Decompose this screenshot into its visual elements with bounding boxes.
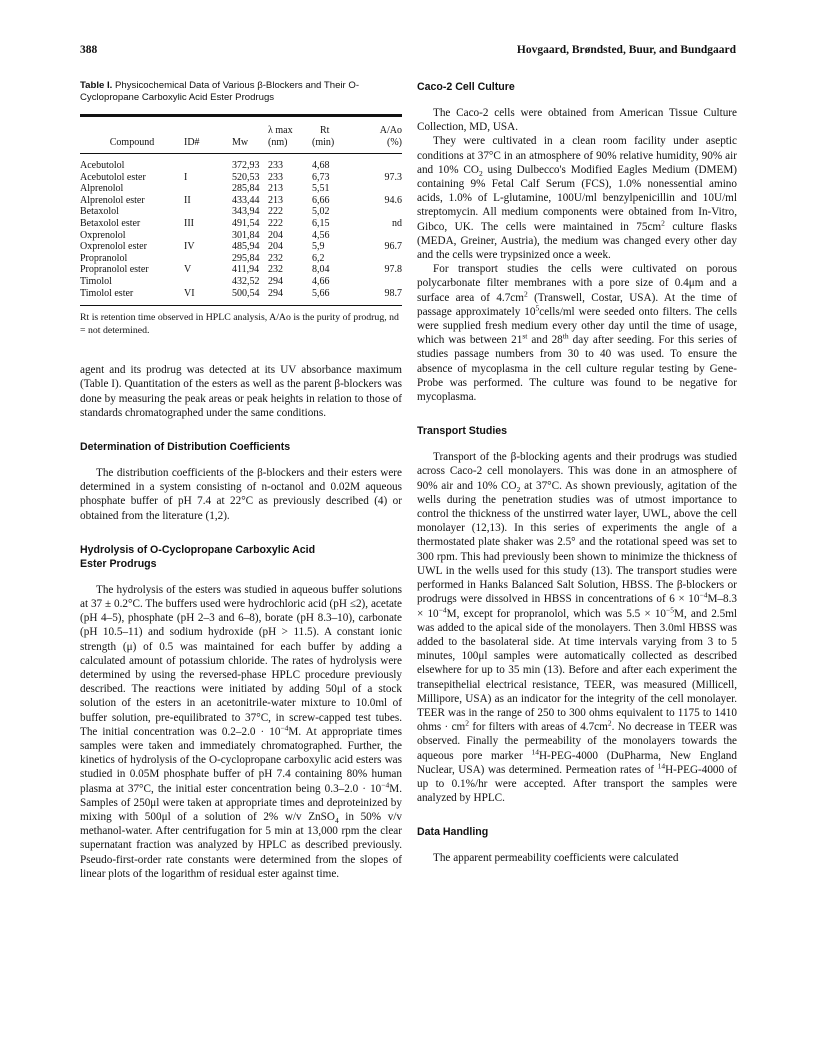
cell-id: IV bbox=[184, 241, 195, 253]
th-aao: A/Ao bbox=[356, 116, 402, 137]
th-id: ID# bbox=[184, 137, 222, 154]
cell-compound: Alprenolol bbox=[80, 183, 124, 195]
cell-rt: 5,51 bbox=[312, 183, 330, 195]
cell-aao: 97.8 bbox=[384, 264, 402, 276]
cell-id: III bbox=[184, 217, 194, 229]
cell-aao: 97.3 bbox=[384, 171, 402, 183]
th-mw: Mw bbox=[222, 137, 268, 154]
cell-compound: Alprenolol ester bbox=[80, 194, 145, 206]
transport-paragraph: Transport of the β-blocking agents and their prodrugs was studied across Caco-2 cell monolayers. This was done in an atmosphere of 90% air and 10% $CO_2$ at 37°C. As shown previously, agitation of the wells during the penetration studies was of utmost importance to control the thickness of the unstirred water layer, UWL, above the cell monolayer (12,13). In this series of experiments the angle of a thermostated plate shaker was 2.5° and the rotational speed was set to 300 rpm. This had previously been shown to minimize the thickness of UWL in the wells used for this study (13). The transport studies were performed in Hanks Balanced Salt Solution, HBSS. The β-blockers or prodrugs were dissolved in HBSS in concentrations of $6 \times 10^{-4}M-8.3 \times 10^{-4}M$, except for propranolol, which was $5.5 \times 10^{-5}M$, and 2.5ml was added to the apical side of the monolayers. Then 3.0ml HBSS was added to the basolateral side. At time intervals varying from 3 to 5 minutes, 100μl samples were automatically collected as described elsewhere for up to 35 min (13). Before and after each experiment the transepithelial electrical resistance, TEER, was measured (Millicell, Millipore, USA) as an indicator for the integrity of the cell monolayer. TEER was in the range of 250 to 300 ohms equivalent to 1175 to 1410 ohms · $cm^2$ for filters with areas of $4.7cm^2$. No decrease in TEER was observed. Finally the permeability of the monolayers towards the aqueous pore marker $^{14}$H-PEG-4000 (DuPharma, New England Nuclear, USA) was determined. Permeation rates of $^{14}$H-PEG-4000 of up to 0.1%/hr were accepted. After transport the samples were analyzed by HPLC. bbox=[417, 451, 738, 805]
cell-mw: 343,94 bbox=[232, 206, 260, 218]
method-paragraph-continued: agent and its prodrug was detected at its UV absorbance maximum (Table I). Quantitation of the esters as well as the parent β-blockers was done by measuring the peak areas or peak heights in relation to those of standards chromatographed under the same conditions. bbox=[80, 364, 402, 419]
cell-aao bbox=[356, 230, 402, 242]
table-row bbox=[80, 195, 402, 207]
heading-caco2-culture: Caco-2 Cell Culture bbox=[417, 81, 515, 93]
cell-aao bbox=[356, 276, 402, 288]
heading-hydrolysis-line1: Hydrolysis of O-Cyclopropane Carboxylic Acid bbox=[80, 543, 316, 556]
cell-aao bbox=[356, 206, 402, 218]
table-row bbox=[80, 288, 402, 306]
hydrolysis-paragraph: The hydrolysis of the esters was studied in aqueous buffer solutions at 37 ± 0.2°C. The buffers used were hydrochloric acid (pH ≤2), acetate (pH 4–5), phosphate (pH 2–3 and 6–8), borate (pH 8.3–10), carbonate (pH 10.5–11) and sodium hydroxide (pH > 11.5). A constant ionic strength (μ) of 0.5 was maintained for each buffer by adding a calculated amount of potassium chloride. The rates of hydrolysis were determined by using the reversed-phase HPLC procedure previously described. The reactions were initiated by adding 50μl of a stock solution of the esters in an acetonitrile-water mixture to 10.0ml of buffer solution, pre-equilibrated to 37°C, in screw-capped test tubes. The initial concentration was $0.2-2.0 \cdot 10^{-4}M$. At appropriate times samples were taken and immediately chromatographed. Further, the kinetics of hydrolysis of the O-cyclopropane carboxylic acid esters was studied in 0.05M phosphate buffer of pH 7.4 containing 80% human plasma at 37°C, the initial ester concentration being $0.3-2.0 \cdot 10^{-4}M$. Samples of 250μl were taken at appropriate times and deproteinized by mixing with 500μl of a solution of 2% w/v ZnSO$_4$ in 50% v/v methanol-water. After centrifugation for 5 min at 13,000 rpm the clear supernatant fraction was analyzed by HPLC as described previously. Pseudo-first-order rate constants were determined from the slopes of linear plots of the logarithm of residual ester against time. bbox=[80, 583, 403, 880]
cell-rt: 4,56 bbox=[312, 229, 330, 241]
table-body bbox=[80, 154, 402, 306]
cell-compound: Timolol bbox=[80, 275, 112, 287]
table-row bbox=[80, 172, 402, 184]
cell-rt: 5,9 bbox=[312, 241, 325, 253]
cell-id bbox=[184, 183, 222, 195]
cell-rt: 4,66 bbox=[312, 275, 330, 287]
cell-mw: 372,93 bbox=[232, 160, 260, 171]
table-caption-text: Physicochemical Data of Various β-Blockers and Their O-Cyclopropane Carboxylic Acid Ester Prodrugs bbox=[80, 80, 360, 103]
data-handling-paragraph: The apparent permeability coefficients were calculated bbox=[433, 852, 679, 865]
cell-mw: 411,94 bbox=[232, 264, 260, 276]
cell-aao bbox=[356, 154, 402, 172]
cell-lambda-max: 233 bbox=[268, 160, 283, 171]
table-row bbox=[80, 253, 402, 265]
cell-aao bbox=[356, 253, 402, 265]
cell-mw: 491,54 bbox=[232, 217, 260, 229]
cell-compound: Betaxolol ester bbox=[80, 217, 141, 229]
cell-lambda-max: 213 bbox=[268, 183, 283, 195]
table-row bbox=[80, 230, 402, 242]
caco2-paragraph-2: They were cultivated in a clean room facility under aseptic conditions at 37°C in an atmosphere of 90% relative humidity, 90% air and 10% $CO_2$ using Dulbecco's Modified Eagles Medium (DMEM) containing 9% Fetal Calf Serum (FCS), 1.0% nonessential amino acids, 1.0% of L-glutamine, 100U/ml benzylpenicillin and 10U/ml streptomycin. All medium components were obtained from In-Vitro, Gibco, UK. The cells were maintained in $75cm^2$ culture flasks (MEDA, Greiner, Austria), the medium was changed every other day and the cells were trypsinized once a week. bbox=[417, 135, 737, 262]
cell-compound: Oxprenolol bbox=[80, 229, 126, 241]
cell-aao: 94.6 bbox=[384, 194, 402, 206]
th-rt: Rt bbox=[312, 116, 356, 137]
distribution-paragraph: The distribution coefficients of the β-blockers and their esters were determined in a system consisting of n-octanol and 0.02M aqueous phosphate buffer of pH 7.4 at 22°C as previously described (4) or obtained from the literature (1,2). bbox=[80, 466, 402, 522]
physicochemical-table bbox=[80, 114, 402, 306]
th-rt-unit: (min) bbox=[312, 137, 356, 154]
cell-compound: Timolol ester bbox=[80, 288, 184, 306]
page-number: 388 bbox=[80, 44, 98, 56]
cell-mw: 432,52 bbox=[232, 275, 260, 287]
heading-hydrolysis-line2: Ester Prodrugs bbox=[80, 557, 157, 570]
table-row bbox=[80, 206, 402, 218]
cell-lambda-max: 222 bbox=[268, 206, 283, 218]
caco2-paragraph-3: For transport studies the cells were cultivated on porous polycarbonate filter membranes with a pore size of 0.4μm and a surface area of $4.7cm^2$ (Transwell, Costar, USA). At the time of passage approximately $10^5cells/ml$ were seeded onto filters. The cells were supplied fresh medium every other day until the time of usage, which was between 21st and 28th day after seeding. For this series of studies passage numbers from 30 to 40 was used. To ensure the absence of mycoplasma in the cell culture regular testing by Gene-Probe was performed. The culture was found to be negative for mycoplasma. bbox=[417, 263, 737, 404]
cell-lambda-max: 294 bbox=[268, 288, 312, 306]
cell-mw: 485,94 bbox=[232, 241, 260, 253]
cell-lambda-max: 213 bbox=[268, 194, 283, 206]
cell-aao: 98.7 bbox=[356, 288, 402, 306]
caco2-paragraph-1: The Caco-2 cells were obtained from American Tissue Culture Collection, MD, USA. bbox=[417, 107, 737, 134]
cell-compound: Acebutolol bbox=[80, 160, 125, 171]
th-blank bbox=[80, 116, 184, 137]
table-row bbox=[80, 241, 402, 253]
cell-compound: Betaxolol bbox=[80, 206, 119, 218]
heading-data-handling: Data Handling bbox=[417, 826, 489, 839]
cell-lambda-max: 204 bbox=[268, 229, 283, 241]
cell-id: V bbox=[184, 264, 192, 276]
cell-id bbox=[184, 230, 222, 242]
th-aao-unit: (%) bbox=[356, 137, 402, 154]
table-row bbox=[80, 183, 402, 195]
cell-lambda-max: 232 bbox=[268, 264, 283, 276]
cell-rt: 4,68 bbox=[312, 160, 330, 171]
table-row bbox=[80, 154, 402, 172]
cell-lambda-max: 233 bbox=[268, 171, 283, 183]
table-caption bbox=[80, 80, 402, 104]
cell-rt: 6,73 bbox=[312, 171, 330, 183]
table-row bbox=[80, 218, 402, 230]
right-column bbox=[417, 80, 737, 866]
cell-aao: nd bbox=[392, 217, 402, 229]
running-header-authors: Hovgaard, Brøndsted, Buur, and Bundgaard bbox=[516, 44, 736, 56]
cell-lambda-max: 232 bbox=[268, 252, 283, 264]
cell-aao: 96.7 bbox=[384, 241, 402, 253]
cell-lambda-max: 222 bbox=[268, 217, 283, 229]
th-lambda-unit: (nm) bbox=[268, 137, 312, 154]
cell-mw: 500,54 bbox=[222, 288, 268, 306]
table-footnote: Rt is retention time observed in HPLC analysis, A/Ao is the purity of prodrug, nd = not determined. bbox=[80, 312, 399, 336]
cell-id bbox=[184, 206, 222, 218]
table-label: Table I. bbox=[80, 80, 113, 91]
heading-distribution-coefficients: Determination of Distribution Coefficients bbox=[80, 440, 291, 453]
cell-id bbox=[184, 253, 222, 265]
th-compound: Compound bbox=[80, 137, 184, 154]
cell-aao bbox=[356, 183, 402, 195]
cell-mw: 285,84 bbox=[232, 183, 260, 195]
left-column bbox=[80, 80, 402, 881]
cell-mw: 295,84 bbox=[232, 252, 260, 264]
cell-id: I bbox=[184, 171, 188, 183]
cell-mw: 520,53 bbox=[232, 171, 260, 183]
cell-rt: 6,15 bbox=[312, 217, 330, 229]
cell-id bbox=[184, 154, 222, 172]
cell-id: VI bbox=[184, 288, 222, 306]
th-lambda-max: λ max bbox=[268, 116, 312, 137]
heading-transport-studies: Transport Studies bbox=[417, 425, 508, 438]
cell-mw: 433,44 bbox=[232, 194, 260, 206]
cell-mw: 301,84 bbox=[232, 229, 260, 241]
cell-id bbox=[184, 276, 222, 288]
cell-compound: Propranolol bbox=[80, 252, 128, 264]
cell-rt: 6,2 bbox=[312, 252, 325, 264]
cell-id: II bbox=[184, 194, 191, 206]
heading-hydrolysis bbox=[80, 543, 402, 571]
cell-lambda-max: 294 bbox=[268, 275, 283, 287]
cell-compound: Propranolol ester bbox=[80, 264, 149, 276]
cell-compound: Oxprenolol ester bbox=[80, 241, 147, 253]
cell-rt: 8,04 bbox=[312, 264, 330, 276]
table-row bbox=[80, 264, 402, 276]
cell-rt: 5,02 bbox=[312, 206, 330, 218]
cell-rt: 6,66 bbox=[312, 194, 330, 206]
cell-compound: Acebutolol ester bbox=[80, 171, 146, 183]
cell-rt: 5,66 bbox=[312, 288, 356, 306]
table-row bbox=[80, 276, 402, 288]
cell-lambda-max: 204 bbox=[268, 241, 283, 253]
